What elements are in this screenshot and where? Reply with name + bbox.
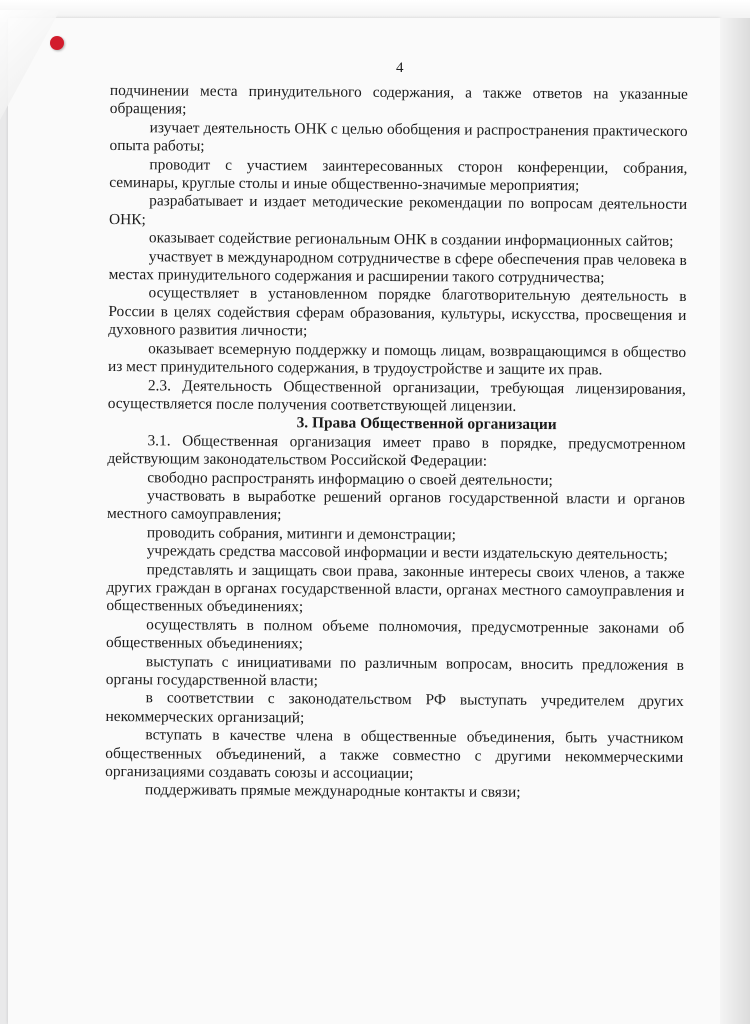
- paragraph: учреждать средства массовой информации и вести издательскую деятельность;: [146, 542, 668, 564]
- paragraph: разрабатывает и издает методические рекомендации по вопросам деятельности ОНК;: [108, 192, 688, 229]
- paragraph: выступать с инициативами по различным вопросам, вносить предложения в органы государственной власти;: [105, 652, 685, 690]
- paragraph: осуществлять в полном объеме полномочия, предусмотренные законами об общественных объединениях;: [106, 616, 685, 653]
- page-edge-shadow: [720, 18, 750, 1024]
- document-body: [105, 82, 688, 804]
- paragraph: в соответствии с законодательством РФ выступать учредителем других некоммерческих организаций;: [105, 689, 684, 727]
- paragraph: 2.3. Деятельность Общественной организации, требующая лицензирования, осуществляется после получения соответствующей лицензии.: [107, 376, 686, 415]
- paragraph: участвует в международном сотрудничестве в сфере обеспечения прав человека в местах принудительного содержания и расширении такого сотрудничества;: [108, 247, 687, 287]
- paragraph: оказывает содействие региональным ОНК в создании информационных сайтов;: [148, 229, 674, 251]
- paragraph: проводит с участием заинтересованных сторон конференции, собрания, семинары, круглые столы и иные общественно-значимые мероприятия;: [109, 155, 688, 195]
- paragraph: свободно распространять информацию о своей деятельности;: [147, 468, 553, 489]
- paragraph: подчинении места принудительного содержания, а также ответов на указанные обращения;: [109, 82, 688, 118]
- paragraph: вступать в качестве члена в общественные объединения, быть участником общественных объединений, а также совместно с другими некоммерческими организациями создавать союзы и ассоциации;: [105, 726, 684, 783]
- paragraph: представлять и защищать свои права, законные интересы своих членов, а также других граждан в органах государственной власти, органах местного самоуправления и общественных объединениях;: [106, 560, 685, 616]
- section-title: 3. Права Общественной организации: [296, 414, 557, 434]
- paragraph: участвовать в выработке решений органов государственной власти и органов местного самоуправления;: [106, 487, 686, 524]
- red-pushpin-icon: [50, 36, 64, 50]
- paragraph: осуществляет в установленном порядке благотворительную деятельность в России в целях содействия сферам образования, культуры, искусства, просвещения и духовного развития личности;: [108, 284, 687, 340]
- paragraph: изучает деятельность ОНК с целью обобщения и распространения практического опыта работы;: [109, 119, 688, 155]
- paragraph: оказывает всемерную поддержку и помощь лицам, возвращающимся в общество из мест принудительного содержания, в трудоустройстве и защите их прав.: [107, 339, 687, 379]
- page-number: 4: [396, 60, 404, 76]
- paragraph: 3.1. Общественная организация имеет право в порядке, предусмотренном действующим законодательством Российской Федерации:: [107, 431, 686, 470]
- paragraph: поддерживать прямые международные контакты и связи;: [144, 781, 521, 802]
- paragraph: проводить собрания, митинги и демонстрации;: [146, 524, 456, 544]
